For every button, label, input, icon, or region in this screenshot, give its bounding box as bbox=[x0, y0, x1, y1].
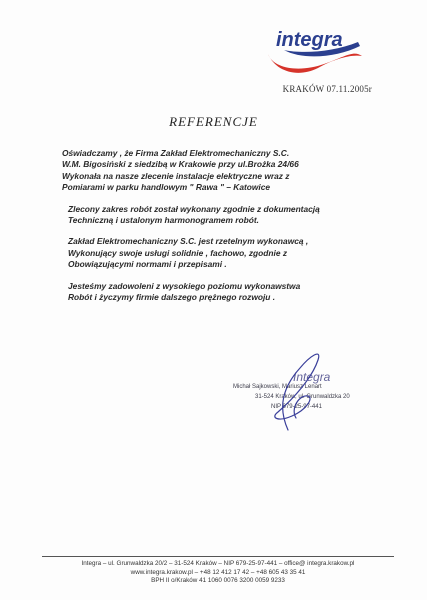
stamp-address: 31-524 Kraków, ul. Grunwaldzka 20 bbox=[255, 394, 350, 400]
document-title: REFERENCJE bbox=[169, 114, 258, 129]
company-stamp bbox=[225, 362, 375, 422]
paragraph-scope bbox=[62, 204, 382, 227]
footer-address: Integra – ul. Grunwaldzka 20/2 – 31-524 Kraków – NIP 679-25-97-441 – office@ integra.krakow.pl bbox=[81, 560, 355, 567]
text-line: Pomiarami w parku handlowym " Rawa " – Katowice bbox=[62, 182, 271, 193]
footer bbox=[42, 560, 394, 586]
logo-wordmark: integra bbox=[276, 29, 343, 51]
paragraph-closing bbox=[62, 281, 382, 304]
document-date: KRAKÓW 07.11.2005r bbox=[282, 84, 372, 94]
footer-contact: www.integra.krakow.pl – +48 12 412 17 42 – +48 605 43 35 41 bbox=[130, 568, 306, 576]
text-line: Robót i życzymy firmie dalszego prężnego rozwoju . bbox=[68, 292, 276, 303]
logo-swoosh-red bbox=[268, 54, 362, 73]
paragraph-statement bbox=[62, 148, 382, 194]
footer-bank: BPH II o/Kraków 41 1060 0076 3200 0059 9233 bbox=[151, 577, 285, 585]
text-line: Wykonała na nasze zlecenie instalacje elektryczne wraz z bbox=[62, 170, 290, 181]
stamp-nip: NIP 679-25-97-441 bbox=[271, 404, 322, 410]
stamp-brand: Integra bbox=[293, 370, 331, 384]
letter-body bbox=[62, 148, 382, 313]
text-line: Oświadczamy , że Firma Zakład Elektromechaniczny S.C. bbox=[62, 148, 290, 158]
text-line: Obowiązującymi normami i przepisami . bbox=[68, 259, 227, 270]
integra-logo bbox=[262, 20, 372, 76]
footer-divider bbox=[42, 556, 394, 557]
text-line: Wykonujący swoje usługi solidnie , fachowo, zgodnie z bbox=[68, 247, 288, 258]
logo-graphic bbox=[262, 20, 372, 76]
text-line: Jesteśmy zadowoleni z wysokiego poziomu wykonawstwa bbox=[68, 280, 301, 291]
text-line: Zakład Elektromechaniczny S.C. jest rzetelnym wykonawcą , bbox=[68, 236, 309, 247]
text-line: W.M. Bigosiński z siedzibą w Krakowie przy ul.Brożka 24/66 bbox=[62, 159, 299, 170]
text-line: Zlecony zakres robót został wykonany zgodnie z dokumentacją bbox=[68, 203, 320, 214]
stamp-owners: Michał Sajkowski, Mariusz Lenart bbox=[233, 384, 322, 390]
text-line: Techniczną i ustalonym harmonogramem robót. bbox=[68, 215, 259, 226]
paragraph-reliability bbox=[62, 236, 382, 270]
